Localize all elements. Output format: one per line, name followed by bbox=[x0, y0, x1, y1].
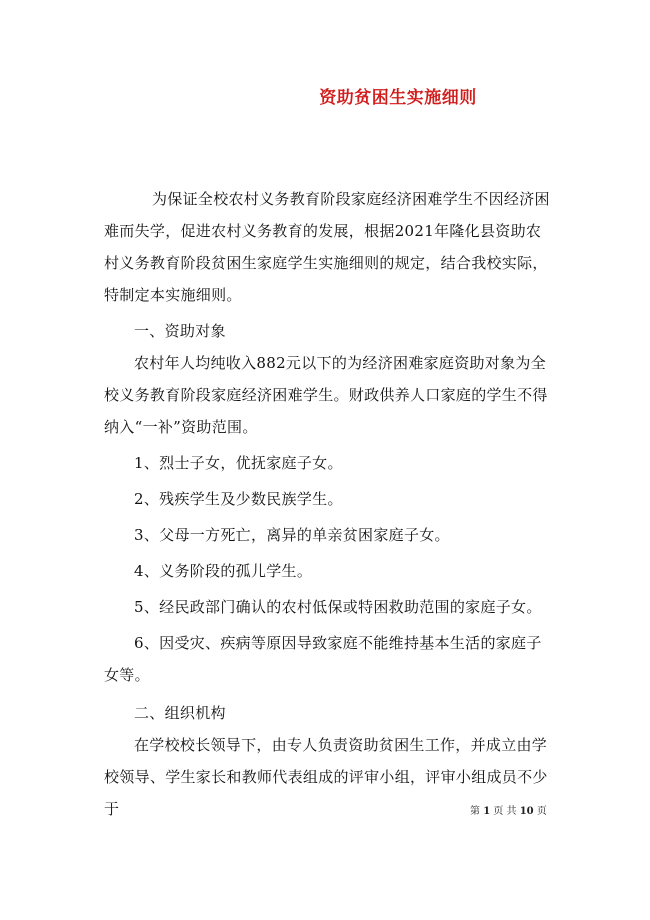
current-page-number: 1 bbox=[483, 806, 491, 817]
intro-paragraph: 为保证全校农村义务教育阶段家庭经济困难学生不因经济困难而失学，促进农村义务教育的发展，根据2021年隆化县资助农村义务教育阶段贫困生家庭学生实施细则的规定，结合我校实际，特制定本实施细则。 bbox=[104, 190, 550, 304]
footer-suffix: 页 bbox=[536, 806, 547, 817]
section-body-organization: 在学校校长领导下，由专人负责资助贫困生工作，并成立由学校领导、学生家长和教师代表组成的评审小组，评审小组成员不少于 bbox=[104, 736, 548, 818]
section-heading-recipients: 一、资助对象 bbox=[134, 322, 226, 340]
list-item: 1、烈士子女，优抚家庭子女。 bbox=[134, 454, 343, 472]
total-pages-number: 10 bbox=[519, 806, 534, 817]
list-item: 5、经民政部门确认的农村低保或特困救助范围的家庭子女。 bbox=[134, 598, 542, 616]
list-item: 6、因受灾、疾病等原因导致家庭不能维持基本生活的家庭子女等。 bbox=[104, 634, 542, 684]
document-title: 资助贫困生实施细则 bbox=[319, 88, 477, 108]
list-item: 3、父母一方死亡，离异的单亲贫困家庭子女。 bbox=[134, 526, 450, 544]
list-item: 2、残疾学生及少数民族学生。 bbox=[134, 490, 343, 508]
document-body bbox=[104, 183, 554, 825]
footer-prefix: 第 bbox=[470, 806, 480, 817]
section-body-recipients: 农村年人均纯收入882元以下的为经济困难家庭资助对象为全校义务教育阶段家庭经济困难学生。财政供养人口家庭的学生不得纳入“一补”资助范围。 bbox=[104, 354, 548, 436]
section-heading-organization: 二、组织机构 bbox=[134, 704, 226, 722]
footer-mid: 页 共 bbox=[493, 806, 517, 817]
page-number-footer bbox=[470, 805, 547, 819]
list-item: 4、义务阶段的孤儿学生。 bbox=[134, 562, 313, 580]
